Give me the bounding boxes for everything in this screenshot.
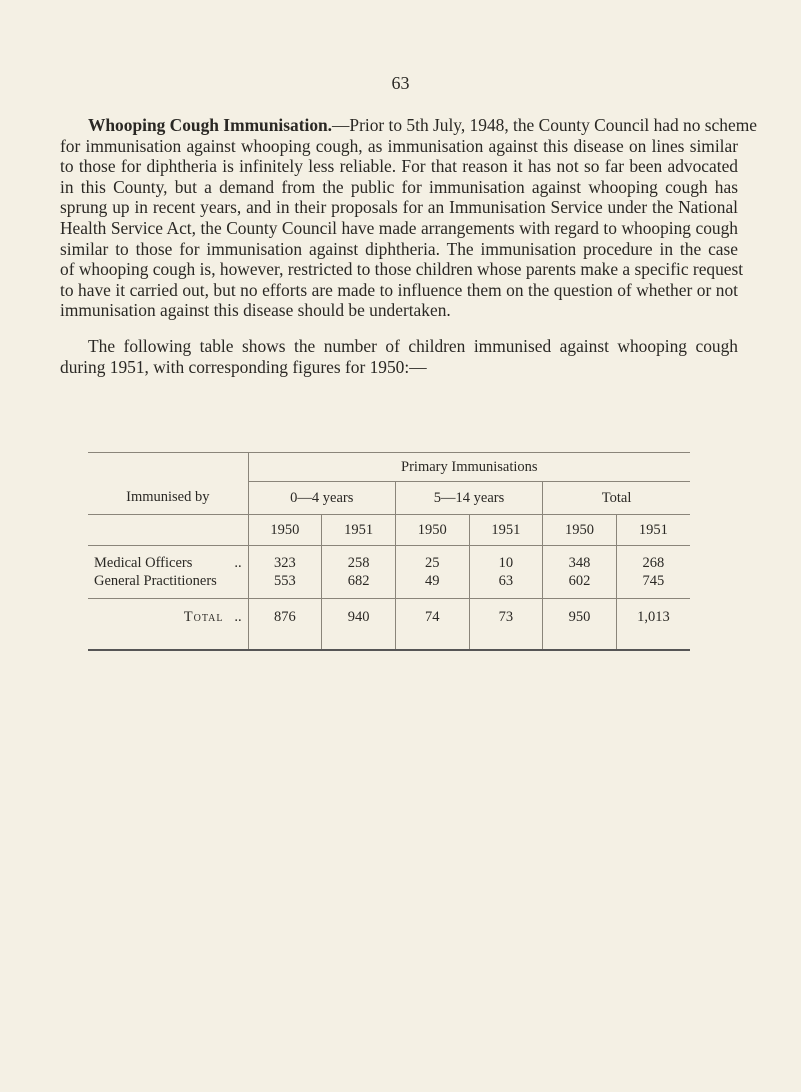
paragraph-line: to those for diphtheria is infinitely less reliable. For that reason it has not so far been advocated [60,156,738,177]
paragraph-line: Health Service Act, the County Council have made arrangements with regard to whooping cough [60,217,738,238]
section-heading: Whooping Cough Immunisation. [88,115,333,135]
paragraph-line: immunisation against this disease should be undertaken. [60,300,451,321]
header-group: 5—14 years [395,482,542,515]
paragraph-line: Whooping Cough Immunisation.—Prior to 5th July, 1948, the County Council had no scheme [88,115,757,135]
row-labels [88,546,248,599]
cell: 258 682 [322,546,396,599]
header-group: Total [543,482,690,515]
row-label: General Practitioners [94,573,217,589]
cell: 323 553 [248,546,322,599]
header-year: 1951 [616,515,690,546]
header-year: 1951 [469,515,543,546]
immunisation-table [88,452,690,651]
header-immunised-by: Immunised by [88,453,248,515]
total-row [88,599,690,651]
cell: 25 49 [395,546,469,599]
row-label: Medical Officers [94,555,193,571]
header-year: 1950 [543,515,617,546]
header-group: 0—4 years [248,482,395,515]
paragraph-line: during 1951, with corresponding figures for 1950:— [60,356,427,377]
cell: 348 602 [543,546,617,599]
table-row [88,546,690,599]
paragraph-line: The following table shows the number of children immunised against whooping cough [88,336,738,356]
paragraph-line: of whooping cough is, however, restricted to those children whose parents make a specific request [60,259,744,280]
header-year: 1951 [322,515,396,546]
total-label: Total .. [88,599,248,651]
total-cell: 1,013 [616,599,690,651]
paragraph-line: in this County, but a demand from the public for immunisation against whooping cough has [60,176,738,197]
cell: 10 63 [469,546,543,599]
paragraph-line: similar to those for immunisation against diphtheria. The immunisation procedure in the case [60,238,738,259]
header-year: 1950 [395,515,469,546]
paragraph-line: for immunisation against whooping cough, as immunisation against this disease on lines similar [60,135,738,156]
header-empty [88,515,248,546]
paragraph-line: sprung up in recent years, and in their proposals for an Immunisation Service under the National [60,197,738,218]
header-year: 1950 [248,515,322,546]
dot-leader: .. [234,555,242,571]
paragraph-table-intro [60,336,738,377]
total-cell: 950 [543,599,617,651]
cell: 268 745 [616,546,690,599]
paragraph-whooping-cough [60,115,757,321]
total-cell: 74 [395,599,469,651]
paragraph-line: to have it carried out, but no efforts are made to influence them on the question of whether or not [60,279,738,300]
total-cell: 940 [322,599,396,651]
header-primary-immunisations: Primary Immunisations [248,453,690,482]
page-number: 63 [391,73,410,93]
total-cell: 876 [248,599,322,651]
total-cell: 73 [469,599,543,651]
